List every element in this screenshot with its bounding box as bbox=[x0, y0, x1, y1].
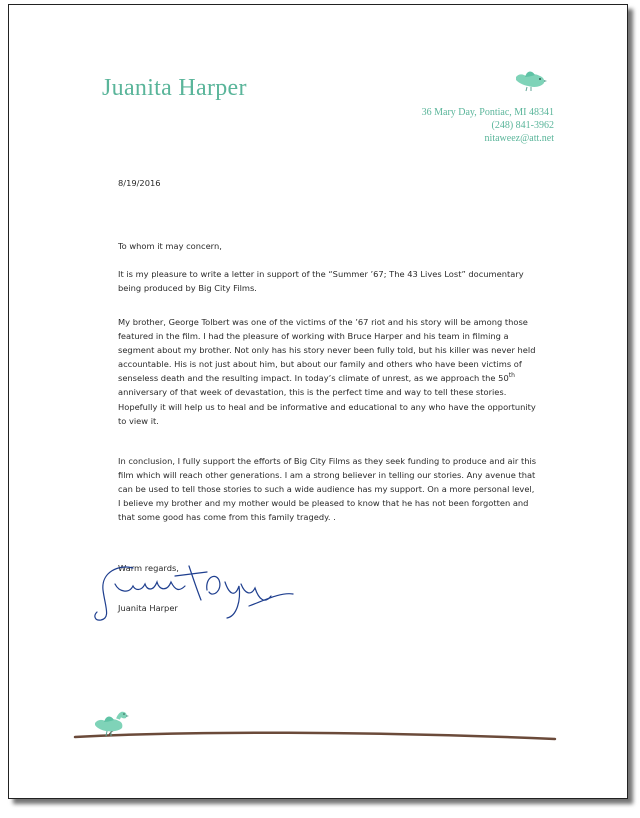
address-line: 36 Mary Day, Pontiac, MI 48341 bbox=[421, 107, 554, 118]
paragraph-brother-part2: anniversary of that week of devastation, this is the perfect time and way to tell these stories. Hopefully it will help us to heal and be informative and educational to any who have the opportunity to view it. bbox=[118, 387, 536, 426]
letter-page bbox=[8, 4, 628, 799]
letter-date: 8/19/2016 bbox=[118, 178, 161, 188]
email-line: nitaweez@att.net bbox=[484, 133, 554, 144]
ordinal-suffix: th bbox=[508, 372, 515, 380]
phone-line: (248) 841-3962 bbox=[491, 120, 554, 131]
paragraph-intro: It is my pleasure to write a letter in support of the “Summer ’67; The 43 Lives Lost” documentary being produced by Big City Films. bbox=[118, 269, 524, 294]
signer-name: Juanita Harper bbox=[118, 603, 178, 613]
closing: Warm regards, bbox=[118, 563, 179, 573]
letterhead-contact bbox=[422, 106, 554, 145]
letterhead-name: Juanita Harper bbox=[102, 75, 247, 101]
paragraph-brother bbox=[118, 315, 538, 428]
bird-icon bbox=[513, 68, 547, 92]
signature-image bbox=[89, 560, 299, 630]
salutation: To whom it may concern, bbox=[118, 241, 222, 251]
paragraph-conclusion: In conclusion, I fully support the efforts of Big City Films as they seek funding to produce and air this film which will reach other generations. I am a strong believer in telling our stories. Any avenue that can be used to tell those stories to such a wide audience has my support. On a more personal level, I believe my brother and my mother would be pleased to know that he has not been forgotten and that some good has come from this family tragedy. . bbox=[118, 456, 537, 523]
bird-on-branch-icon bbox=[69, 707, 559, 747]
paragraph-brother-part1: My brother, George Tolbert was one of the victims of the ’67 riot and his story will be among those featured in the film. I had the pleasure of working with Bruce Harper and his team in filming a segment about my brother. Not only has his story never been fully told, but his killer was never held accountable. His is not just about him, but about our family and others who have been victims of senseless death and the resulting impact. In today’s climate of unrest, as we approach the 50 bbox=[118, 317, 536, 384]
